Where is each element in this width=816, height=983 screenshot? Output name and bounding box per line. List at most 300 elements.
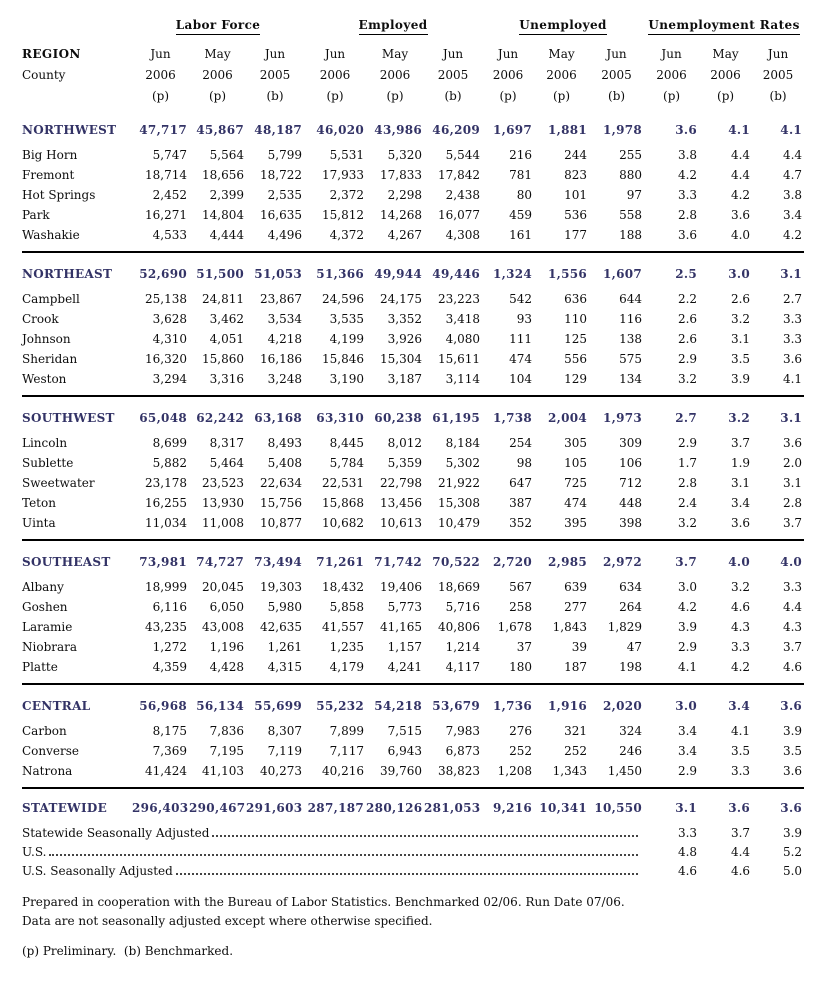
value-cell: 3.4 [677, 724, 698, 738]
footnote-legend: (p) Preliminary. (b) Benchmarked. [22, 944, 234, 958]
value-cell: 324 [619, 724, 643, 738]
value-cell: 6,116 [152, 600, 187, 614]
value-cell: 48,187 [254, 123, 303, 137]
value-cell: 105 [564, 456, 588, 470]
row-label: Weston [22, 372, 67, 386]
value-cell: 4,428 [209, 660, 244, 674]
value-cell: 46,020 [316, 123, 365, 137]
value-cell: 49,446 [424, 252, 482, 289]
value-cell: 104 [509, 372, 533, 386]
value-cell: 23,867 [260, 292, 303, 306]
value-cell: 2,020 [589, 684, 644, 721]
value-cell: 1,973 [589, 396, 644, 433]
value-cell: 8,012 [387, 436, 423, 450]
row-county-sheridan [22, 349, 804, 369]
value-cell: 7,119 [267, 744, 303, 758]
value-cell: 43,986 [374, 123, 423, 137]
value-cell: 18,669 [438, 580, 481, 594]
col-month: Jun [150, 46, 171, 61]
value-cell: 244 [564, 148, 588, 162]
value-cell: 290,467 [189, 788, 246, 823]
value-cell: 3,187 [387, 372, 423, 386]
value-cell: 62,242 [189, 396, 246, 433]
value-cell: 3.5 [730, 744, 751, 758]
value-cell: 1,208 [497, 764, 533, 778]
subheader-row-month [22, 43, 804, 64]
value-cell: 45,867 [196, 123, 244, 137]
value-cell: 5,302 [445, 456, 481, 470]
value-cell: 15,611 [438, 352, 481, 366]
value-cell: 3.6 [782, 764, 803, 778]
value-cell: 22,634 [260, 476, 303, 490]
leader-cell [22, 823, 644, 842]
row-region-northeast [22, 252, 804, 289]
row-label: U.S. [22, 844, 47, 859]
value-cell: 4,179 [329, 660, 365, 674]
row-county-natrona [22, 761, 804, 788]
value-cell: 3,534 [267, 312, 303, 326]
row-label: NORTHWEST [22, 123, 117, 137]
value-cell: 4,372 [329, 228, 365, 242]
value-cell: 725 [564, 476, 588, 490]
value-cell: 264 [619, 600, 643, 614]
value-cell: 4,267 [387, 228, 423, 242]
value-cell: 39 [571, 640, 588, 654]
value-cell: 73,494 [246, 540, 304, 577]
value-cell: 15,756 [260, 496, 303, 510]
value-cell: 3.7 [782, 640, 803, 654]
row-label: Crook [22, 312, 59, 326]
value-cell: 1.7 [677, 456, 698, 470]
value-cell: 41,103 [202, 764, 244, 778]
value-cell: 43,235 [145, 620, 187, 634]
value-cell: 4.0 [752, 540, 804, 577]
value-cell: 8,445 [329, 436, 365, 450]
row-label: STATEWIDE [22, 788, 132, 823]
value-cell: 2,720 [482, 540, 534, 577]
value-cell: 2,972 [589, 540, 644, 577]
value-cell: 474 [564, 496, 588, 510]
header-corner [22, 14, 132, 43]
value-cell: 2.5 [644, 252, 699, 289]
value-cell: 8,184 [445, 436, 481, 450]
value-cell: 252 [509, 744, 533, 758]
value-cell: 4,117 [445, 660, 481, 674]
value-cell: 352 [509, 516, 533, 530]
value-cell: 1,196 [209, 640, 244, 654]
value-cell: 4,241 [387, 660, 423, 674]
value-cell: 3,628 [152, 312, 187, 326]
value-cell: 291,603 [246, 788, 304, 823]
row-region-southeast [22, 540, 804, 577]
value-cell: 18,714 [145, 168, 187, 182]
value-cell: 7,369 [152, 744, 187, 758]
col-month: Jun [661, 46, 682, 61]
col-flag: (b) [444, 88, 462, 103]
value-cell: 474 [509, 352, 533, 366]
value-cell: 647 [509, 476, 533, 490]
value-cell: 3.0 [644, 684, 699, 721]
value-cell: 7,899 [329, 724, 365, 738]
col-month: May [712, 46, 739, 61]
row-county-albany [22, 577, 804, 597]
value-cell: 255 [619, 148, 643, 162]
value-cell: 309 [619, 436, 643, 450]
value-cell: 3.9 [730, 372, 751, 386]
value-cell: 3.8 [677, 148, 698, 162]
value-cell: 2.8 [677, 476, 698, 490]
value-cell: 40,216 [322, 764, 365, 778]
value-cell: 712 [619, 476, 643, 490]
col-month: Jun [264, 46, 286, 61]
value-cell: 639 [564, 580, 588, 594]
value-cell: 5,531 [329, 148, 365, 162]
value-cell: 398 [619, 516, 643, 530]
value-cell: 216 [509, 148, 533, 162]
value-cell: 5,980 [267, 600, 303, 614]
value-cell: 246 [619, 744, 643, 758]
value-cell: 3.9 [782, 825, 803, 840]
value-cell: 61,195 [424, 396, 482, 433]
value-cell: 15,812 [322, 208, 365, 222]
value-cell: 10,479 [438, 516, 481, 530]
value-cell: 3.3 [782, 332, 803, 346]
value-cell: 17,933 [322, 168, 365, 182]
value-cell: 7,515 [387, 724, 423, 738]
value-cell: 110 [564, 312, 588, 326]
value-cell: 52,690 [132, 252, 189, 289]
value-cell: 22,531 [322, 476, 365, 490]
value-cell: 15,860 [202, 352, 244, 366]
value-cell: 6,050 [209, 600, 244, 614]
value-cell: 4.8 [677, 844, 698, 859]
value-cell: 4.1 [730, 724, 751, 738]
dotted-leader [49, 854, 638, 856]
value-cell: 4.4 [782, 600, 803, 614]
value-cell: 2.8 [677, 208, 698, 222]
value-cell: 4.6 [730, 863, 751, 878]
value-cell: 53,679 [424, 684, 482, 721]
value-cell: 161 [509, 228, 533, 242]
value-cell: 56,968 [132, 684, 189, 721]
value-cell: 3.6 [782, 436, 803, 450]
value-cell: 2.7 [782, 292, 803, 306]
row-county-platte [22, 657, 804, 684]
row-label: Goshen [22, 600, 68, 614]
value-cell: 2.6 [677, 332, 698, 346]
row-us [22, 842, 804, 861]
value-cell: 3.7 [730, 436, 751, 450]
col-month: Jun [497, 46, 519, 61]
value-cell: 4.2 [730, 188, 751, 202]
value-cell: 3,418 [445, 312, 481, 326]
value-cell: 5,784 [329, 456, 365, 470]
value-cell: 7,117 [329, 744, 365, 758]
value-cell: 636 [564, 292, 588, 306]
value-cell: 2.9 [677, 764, 698, 778]
group-header-employed: Employed [304, 14, 482, 43]
value-cell: 15,304 [380, 352, 423, 366]
value-cell: 24,596 [322, 292, 365, 306]
value-cell: 1,678 [497, 620, 533, 634]
value-cell: 5,773 [387, 600, 423, 614]
value-cell: 3.6 [752, 788, 804, 823]
value-cell: 13,930 [202, 496, 244, 510]
value-cell: 97 [626, 188, 643, 202]
col-month: May [204, 46, 231, 61]
value-cell: 3.4 [782, 208, 803, 222]
value-cell: 3,316 [209, 372, 244, 386]
value-cell: 1,324 [482, 252, 534, 289]
row-label: Carbon [22, 724, 67, 738]
value-cell: 4.0 [730, 228, 751, 242]
row-label: NORTHEAST [22, 252, 132, 289]
value-cell: 4.2 [677, 600, 698, 614]
value-cell: 23,223 [438, 292, 481, 306]
value-cell: 3.6 [677, 228, 698, 242]
value-cell: 5,564 [209, 148, 244, 162]
value-cell: 6,943 [387, 744, 423, 758]
value-cell: 2,535 [267, 188, 303, 202]
value-cell: 575 [619, 352, 643, 366]
value-cell: 47 [626, 640, 643, 654]
value-cell: 4,310 [152, 332, 187, 346]
value-cell: 106 [619, 456, 643, 470]
row-county-niobrara [22, 637, 804, 657]
col-year: 2005 [762, 67, 794, 82]
value-cell: 281,053 [424, 788, 482, 823]
value-cell: 4.3 [730, 620, 751, 634]
value-cell: 3,248 [267, 372, 303, 386]
value-cell: 16,186 [260, 352, 303, 366]
row-region-northwest [22, 106, 804, 145]
value-cell: 4.7 [782, 168, 803, 182]
dotted-leader [176, 873, 638, 875]
value-cell: 2.9 [677, 352, 698, 366]
value-cell: 40,806 [438, 620, 481, 634]
value-cell: 4.0 [699, 540, 752, 577]
value-cell: 7,195 [209, 744, 244, 758]
col-flag: (b) [266, 88, 284, 103]
row-region-central [22, 684, 804, 721]
row-label: Fremont [22, 168, 75, 182]
value-cell: 4.2 [730, 660, 751, 674]
value-cell: 8,493 [267, 436, 303, 450]
row-statewide [22, 788, 804, 823]
col-flag: (p) [208, 88, 227, 103]
col-year: 2006 [710, 67, 741, 82]
col-flag: (p) [499, 88, 517, 103]
row-county-converse [22, 741, 804, 761]
col-flag: (p) [663, 88, 681, 103]
row-label: SOUTHEAST [22, 540, 132, 577]
value-cell: 9,216 [482, 788, 534, 823]
value-cell: 2.4 [677, 496, 698, 510]
group-header-unemployment-rates: Unemployment Rates [644, 14, 804, 43]
footnote-prepared: Prepared in cooperation with the Bureau of Labor Statistics. Benchmarked 02/06. Run Date 07/06. [22, 895, 625, 909]
value-cell: 73,981 [132, 540, 189, 577]
value-cell: 41,557 [322, 620, 365, 634]
value-cell: 3.7 [644, 540, 699, 577]
value-cell: 556 [564, 352, 588, 366]
row-label: CENTRAL [22, 684, 132, 721]
value-cell: 1,235 [329, 640, 365, 654]
county-label: County [22, 67, 66, 82]
labor-force-table [22, 14, 804, 880]
value-cell: 8,307 [267, 724, 303, 738]
value-cell: 558 [619, 208, 643, 222]
value-cell: 3,535 [329, 312, 365, 326]
value-cell: 4.2 [782, 228, 803, 242]
value-cell: 305 [564, 436, 588, 450]
value-cell: 188 [619, 228, 643, 242]
value-cell: 2,372 [329, 188, 365, 202]
value-cell: 74,727 [189, 540, 246, 577]
value-cell: 15,308 [438, 496, 481, 510]
col-year: 2006 [379, 67, 411, 82]
value-cell: 2,399 [209, 188, 244, 202]
value-cell: 3,294 [152, 372, 187, 386]
row-county-lincoln [22, 433, 804, 453]
value-cell: 111 [509, 332, 533, 346]
value-cell: 22,798 [380, 476, 423, 490]
value-cell: 2.8 [782, 496, 803, 510]
value-cell: 3.3 [730, 640, 751, 654]
value-cell: 1,607 [589, 252, 644, 289]
subheader-row-year [22, 64, 804, 85]
value-cell: 1,829 [607, 620, 643, 634]
value-cell: 3,926 [387, 332, 423, 346]
value-cell: 254 [509, 436, 533, 450]
value-cell: 18,432 [322, 580, 365, 594]
row-label: Teton [22, 496, 56, 510]
value-cell: 10,682 [322, 516, 365, 530]
value-cell: 80 [516, 188, 533, 202]
value-cell: 3.3 [782, 580, 803, 594]
value-cell: 56,134 [189, 684, 246, 721]
value-cell: 5,716 [445, 600, 481, 614]
value-cell: 180 [509, 660, 533, 674]
value-cell: 296,403 [132, 788, 189, 823]
row-label: U.S. Seasonally Adjusted [22, 863, 173, 878]
value-cell: 11,008 [202, 516, 244, 530]
value-cell: 1,450 [607, 764, 643, 778]
value-cell: 10,341 [534, 788, 589, 823]
value-cell: 3.4 [699, 684, 752, 721]
value-cell: 41,424 [145, 764, 187, 778]
value-cell: 880 [619, 168, 643, 182]
value-cell: 187 [564, 660, 588, 674]
value-cell: 1,272 [152, 640, 187, 654]
value-cell: 1,843 [552, 620, 588, 634]
value-cell: 4,051 [209, 332, 244, 346]
value-cell: 2.7 [644, 396, 699, 433]
row-label: Niobrara [22, 640, 78, 654]
row-label: Sweetwater [22, 476, 95, 490]
value-cell: 448 [619, 496, 643, 510]
value-cell: 3.1 [782, 476, 803, 490]
col-year: 2006 [492, 67, 524, 82]
value-cell: 2.6 [677, 312, 698, 326]
value-cell: 4,199 [329, 332, 365, 346]
leader-cell [22, 861, 644, 880]
value-cell: 2,004 [534, 396, 589, 433]
value-cell: 5,882 [152, 456, 187, 470]
row-county-washakie [22, 225, 804, 252]
row-county-goshen [22, 597, 804, 617]
value-cell: 17,833 [380, 168, 423, 182]
value-cell: 3.5 [782, 744, 803, 758]
row-county-sublette [22, 453, 804, 473]
value-cell: 395 [564, 516, 588, 530]
row-county-johnson [22, 329, 804, 349]
col-year: 2006 [145, 67, 176, 82]
row-county-campbell [22, 289, 804, 309]
row-label: Laramie [22, 620, 73, 634]
row-county-fremont [22, 165, 804, 185]
group-header-labor-force: Labor Force [132, 14, 304, 43]
value-cell: 3.3 [730, 764, 751, 778]
value-cell: 644 [619, 292, 643, 306]
value-cell: 5,464 [209, 456, 244, 470]
value-cell: 276 [509, 724, 533, 738]
row-us-seasonally-adjusted [22, 861, 804, 880]
value-cell: 3.7 [730, 825, 751, 840]
value-cell: 3.3 [677, 188, 698, 202]
value-cell: 1,738 [482, 396, 534, 433]
value-cell: 542 [509, 292, 533, 306]
value-cell: 51,366 [304, 252, 366, 289]
value-cell: 38,823 [438, 764, 481, 778]
row-county-weston [22, 369, 804, 396]
row-label: Platte [22, 660, 58, 674]
value-cell: 16,320 [145, 352, 187, 366]
value-cell: 5,320 [387, 148, 423, 162]
value-cell: 21,922 [438, 476, 481, 490]
col-year: 2005 [601, 67, 632, 82]
value-cell: 3.2 [677, 516, 698, 530]
value-cell: 5.0 [782, 863, 803, 878]
row-label: Albany [22, 580, 64, 594]
value-cell: 3.2 [730, 580, 751, 594]
row-label: Sublette [22, 456, 74, 470]
row-label: Uinta [22, 516, 56, 530]
value-cell: 4.4 [730, 844, 751, 859]
table-body [22, 106, 804, 880]
col-year: 2006 [202, 67, 233, 82]
value-cell: 2,452 [152, 188, 187, 202]
value-cell: 459 [509, 208, 533, 222]
value-cell: 4.2 [677, 168, 698, 182]
value-cell: 46,209 [432, 123, 481, 137]
col-flag: (p) [151, 88, 170, 103]
row-county-teton [22, 493, 804, 513]
value-cell: 54,218 [366, 684, 424, 721]
value-cell: 55,699 [246, 684, 304, 721]
value-cell: 3.9 [677, 620, 698, 634]
col-month: Jun [606, 46, 627, 61]
value-cell: 4,080 [445, 332, 481, 346]
value-cell: 1,261 [267, 640, 303, 654]
col-flag: (p) [326, 88, 344, 103]
value-cell: 13,456 [380, 496, 423, 510]
value-cell: 16,635 [260, 208, 303, 222]
value-cell: 125 [564, 332, 588, 346]
value-cell: 198 [619, 660, 643, 674]
value-cell: 3.0 [699, 252, 752, 289]
value-cell: 19,406 [380, 580, 423, 594]
value-cell: 8,699 [152, 436, 187, 450]
